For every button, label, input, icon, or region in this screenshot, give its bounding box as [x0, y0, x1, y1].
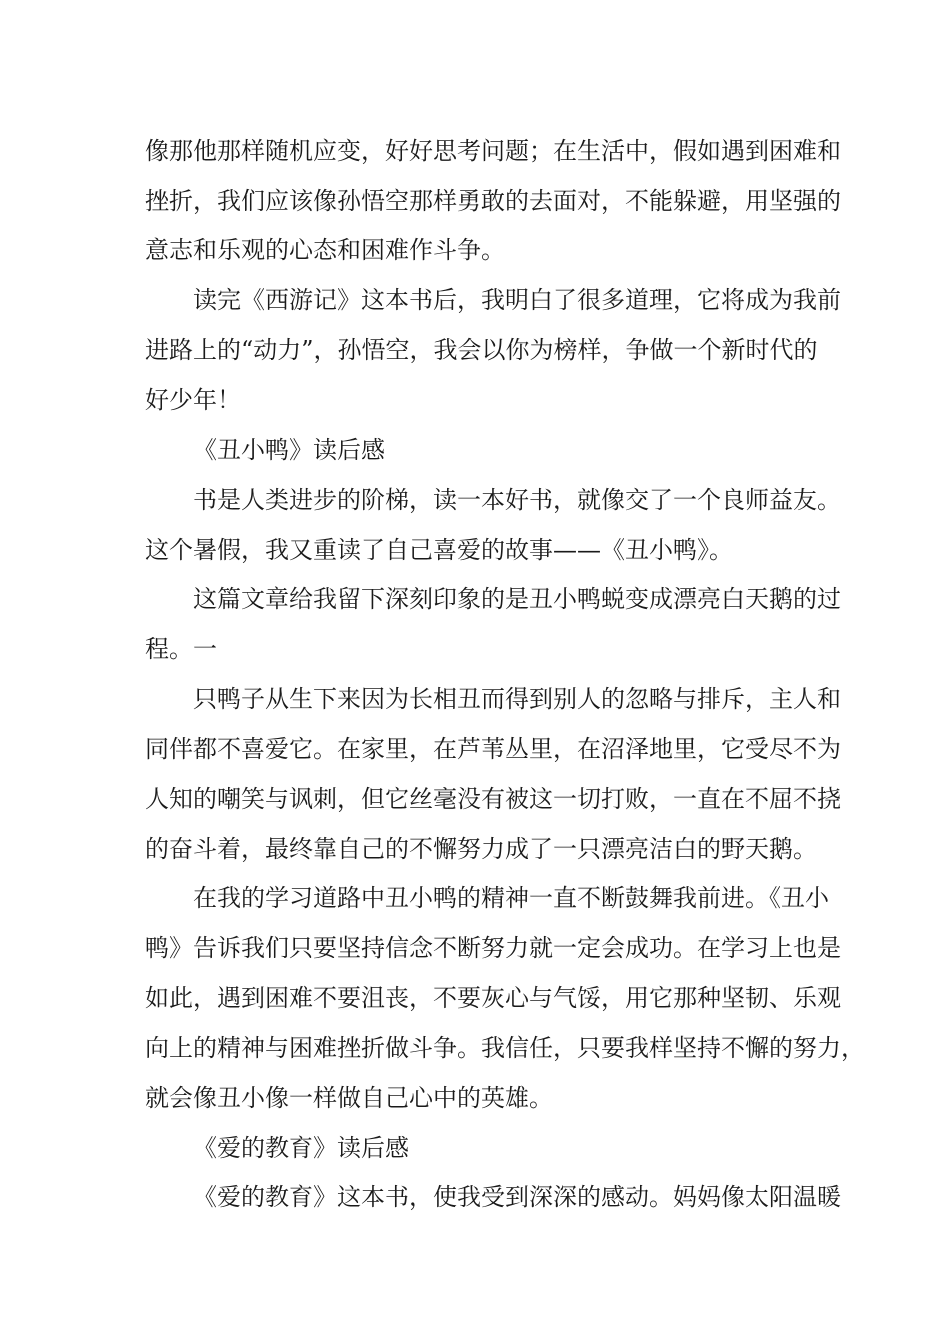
text-line: 人知的嘲笑与讽刺，但它丝毫没有被这一切打败，一直在不屈不挠 — [145, 785, 841, 813]
text-line: 鸭》告诉我们只要坚持信念不断努力就一定会成功。在学习上也是 — [145, 934, 841, 962]
text-line: 读完《西游记》这本书后，我明白了很多道理，它将成为我前 — [193, 286, 841, 314]
text-line: 这篇文章给我留下深刻印象的是丑小鸭蜕变成漂亮白天鹅的过 — [193, 585, 841, 613]
text-line: 像那他那样随机应变，好好思考问题；在生活中，假如遇到困难和 — [145, 137, 841, 165]
section-heading-ugly-duckling: 《丑小鸭》读后感 — [193, 436, 385, 464]
text-line: 的奋斗着，最终靠自己的不懈努力成了一只漂亮洁白的野天鹅。 — [145, 835, 817, 863]
text-line: 好少年！ — [145, 386, 241, 414]
text-line: 如此，遇到困难不要沮丧，不要灰心与气馁，用它那种坚韧、乐观 — [145, 984, 841, 1012]
text-line: 程。一 — [145, 635, 217, 663]
text-line: 就会像丑小像一样做自己心中的英雄。 — [145, 1084, 553, 1112]
section-heading-education-of-love: 《爱的教育》读后感 — [193, 1134, 409, 1162]
text-line: 只鸭子从生下来因为长相丑而得到别人的忽略与排斥，主人和 — [193, 685, 841, 713]
text-line: 同伴都不喜爱它。在家里，在芦苇丛里，在沼泽地里，它受尽不为 — [145, 735, 841, 763]
text-line: 在我的学习道路中丑小鸭的精神一直不断鼓舞我前进。《丑小 — [193, 884, 829, 912]
text-line: 这个暑假，我又重读了自己喜爱的故事——《丑小鸭》。 — [145, 536, 733, 564]
text-line: 书是人类进步的阶梯，读一本好书，就像交了一个良师益友。 — [193, 486, 841, 514]
text-line: 意志和乐观的心态和困难作斗争。 — [145, 236, 505, 264]
text-line: 挫折，我们应该像孙悟空那样勇敢的去面对，不能躲避，用坚强的 — [145, 187, 841, 215]
text-line: 向上的精神与困难挫折做斗争。我信任，只要我样坚持不懈的努力， — [145, 1034, 865, 1062]
text-line: 进路上的“动力”，孙悟空，我会以你为榜样，争做一个新时代的 — [145, 336, 818, 364]
text-line: 《爱的教育》这本书，使我受到深深的感动。妈妈像太阳温暖 — [193, 1183, 841, 1211]
